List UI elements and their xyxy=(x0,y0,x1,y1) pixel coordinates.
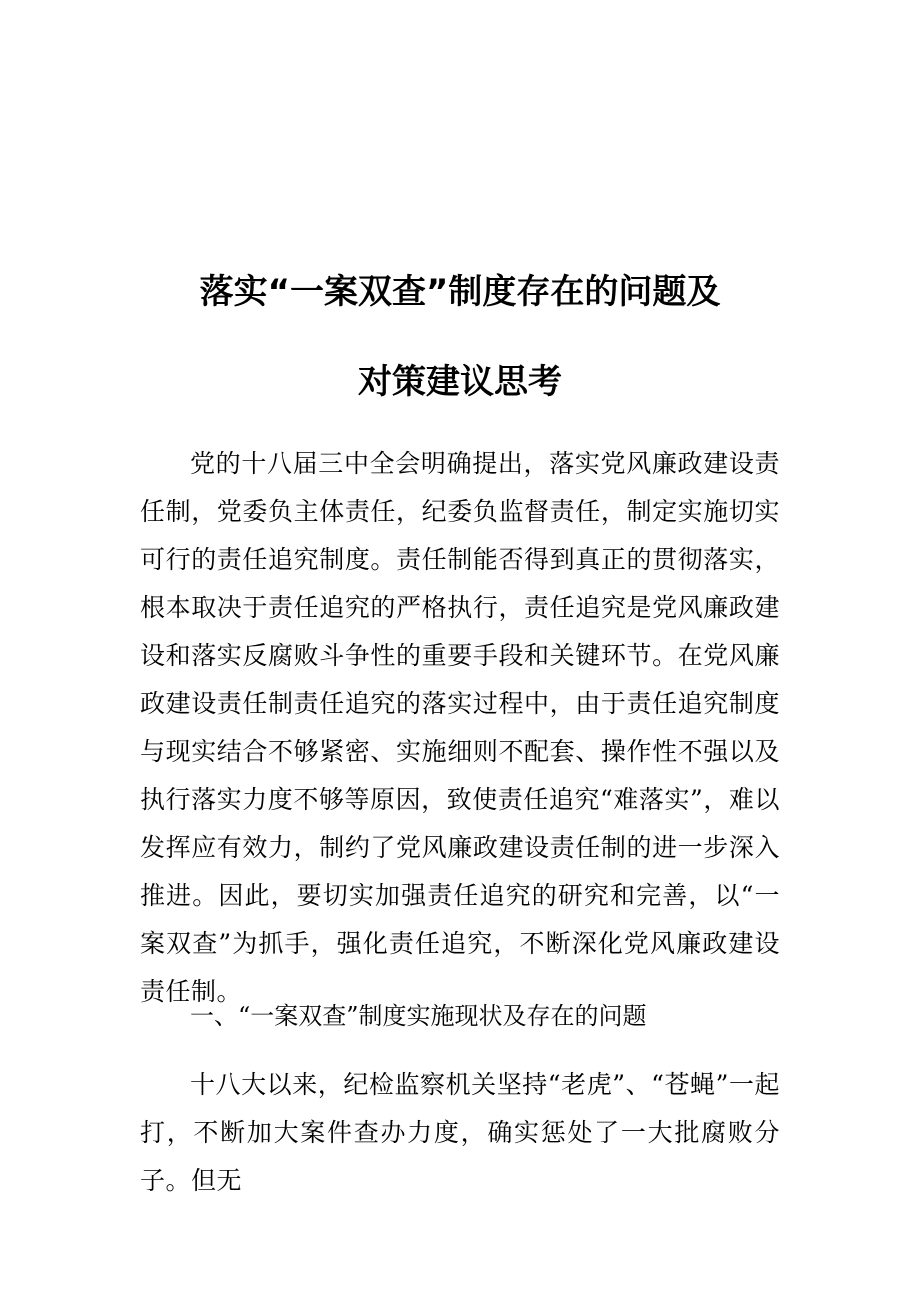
document-title-line-1: 落实“一案双查”制度存在的问题及 xyxy=(199,272,721,312)
body-paragraph-2: 十八大以来，纪检监察机关坚持“老虎”、“苍蝇”一起打，不断加大案件查办力度，确实惩处了一大批腐败分子。但无 xyxy=(140,1070,780,1195)
document-title-line-2: 对策建议思考 xyxy=(358,362,562,402)
section-heading-1: 一、“一案双查”制度实施现状及存在的问题 xyxy=(190,1002,647,1030)
body-paragraph-1: 党的十八届三中全会明确提出，落实党风廉政建设责任制，党委负主体责任，纪委负监督责任，制定实施切实可行的责任追究制度。责任制能否得到真正的贯彻落实，根本取决于责任追究的严格执行，责任追究是党风廉政建设和落实反腐败斗争性的重要手段和关键环节。在党风廉政建设责任制责任追究的落实过程中，由于责任追究制度与现实结合不够紧密、实施细则不配套、操作性不强以及执行落实力度不够等原因，致使责任追究“难落实”，难以发挥应有效力，制约了党风廉政建设责任制的进一步深入推进。因此，要切实加强责任追究的研究和完善，以“一案双查”为抓手，强化责任追究，不断深化党风廉政建设责任制。 xyxy=(140,449,780,1006)
